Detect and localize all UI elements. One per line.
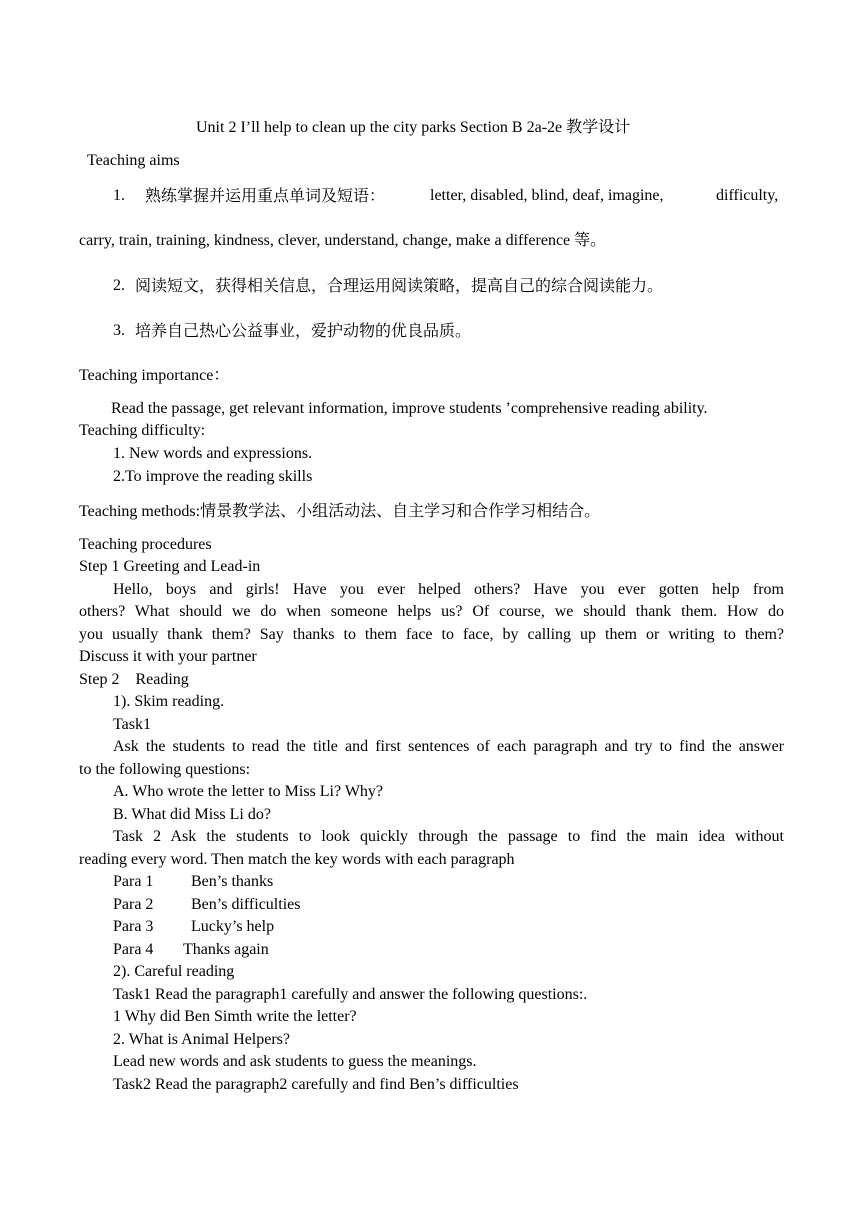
- careful-task2: Task2 Read the paragraph2 carefully and find Ben’s difficulties: [113, 1076, 519, 1093]
- teaching-methods-label: Teaching methods:: [79, 503, 201, 520]
- question-b: B. What did Miss Li do?: [113, 806, 271, 823]
- document-title: [196, 118, 630, 138]
- para-3-label: Para 3: [113, 918, 154, 935]
- step-1-line-4: Discuss it with your partner: [79, 648, 257, 665]
- teaching-methods: [79, 501, 600, 522]
- aim-1-cont-chinese: 等。: [574, 230, 607, 249]
- aim-1-english: letter, disabled, blind, deaf, imagine,: [430, 187, 664, 204]
- aim-3-number: 3.: [113, 322, 125, 339]
- para-4-text: Thanks again: [183, 941, 269, 958]
- aim-2-number: 2.: [113, 277, 125, 294]
- para-1-label: Para 1: [113, 873, 154, 890]
- aim-1-continuation: [79, 230, 606, 251]
- step-1-heading: Step 1 Greeting and Lead-in: [79, 558, 261, 575]
- step-1-line-2: others? What should we do when someone helps us? Of course, we should thank them. How do: [79, 603, 784, 620]
- task1-line-2: to the following questions:: [79, 761, 251, 778]
- aim-2-chinese: 阅读短文，获得相关信息，合理运用阅读策略，提高自己的综合阅读能力。: [135, 276, 664, 295]
- aim-1-chinese: 熟练掌握并运用重点单词及短语：: [145, 186, 386, 205]
- teaching-difficulty-heading: Teaching difficulty:: [79, 422, 206, 439]
- careful-question-1: 1 Why did Ben Simth write the letter?: [113, 1008, 357, 1025]
- para-4-label: Para 4: [113, 941, 154, 958]
- careful-reading: 2). Careful reading: [113, 963, 235, 980]
- careful-question-2: 2. What is Animal Helpers?: [113, 1031, 290, 1048]
- para-3-text: Lucky’s help: [191, 918, 275, 935]
- step-1-line-1: Hello, boys and girls! Have you ever helped others? Have you ever gotten help from: [113, 581, 784, 598]
- task1-line-1: Ask the students to read the title and first sentences of each paragraph and try to find the answer: [113, 738, 784, 755]
- task1-label: Task1: [113, 716, 151, 733]
- skim-reading: 1). Skim reading.: [113, 693, 225, 710]
- step-1-line-3: you usually thank them? Say thanks to them face to face, by calling up them or writing to them?: [79, 626, 784, 643]
- difficulty-item-2: 2.To improve the reading skills: [113, 468, 313, 485]
- difficulty-item-1: 1. New words and expressions.: [113, 445, 313, 462]
- aim-1-english-end: difficulty,: [716, 187, 779, 204]
- aim-3-chinese: 培养自己热心公益事业，爱护动物的优良品质。: [135, 321, 472, 340]
- para-1-text: Ben’s thanks: [191, 873, 274, 890]
- aim-1-cont-english: carry, train, training, kindness, clever, understand, change, make a difference: [79, 232, 571, 249]
- step-2-heading: Step 2 Reading: [79, 671, 189, 688]
- para-2-text: Ben’s difficulties: [191, 896, 301, 913]
- teaching-procedures-heading: Teaching procedures: [79, 536, 212, 553]
- lead-new-words: Lead new words and ask students to guess the meanings.: [113, 1053, 477, 1070]
- document-title-text: Unit 2 I’ll help to clean up the city parks Section B 2a-2e 教学设计: [196, 119, 631, 136]
- para-2-label: Para 2: [113, 896, 154, 913]
- task2-line-1: Task 2 Ask the students to look quickly through the passage to find the main idea without: [113, 828, 784, 845]
- aim-1-number: 1.: [113, 187, 125, 204]
- question-a: A. Who wrote the letter to Miss Li? Why?: [113, 783, 384, 800]
- teaching-importance-text: Read the passage, get relevant information, improve students ’comprehensive reading ability.: [111, 400, 708, 417]
- teaching-importance-heading: Teaching importance：: [79, 367, 230, 384]
- task2-line-2: reading every word. Then match the key words with each paragraph: [79, 851, 515, 868]
- careful-task1: Task1 Read the paragraph1 carefully and answer the following questions:.: [113, 986, 588, 1003]
- teaching-methods-text: 情景教学法、小组活动法、自主学习和合作学习相结合。: [200, 501, 601, 520]
- teaching-aims-heading: Teaching aims: [87, 152, 180, 169]
